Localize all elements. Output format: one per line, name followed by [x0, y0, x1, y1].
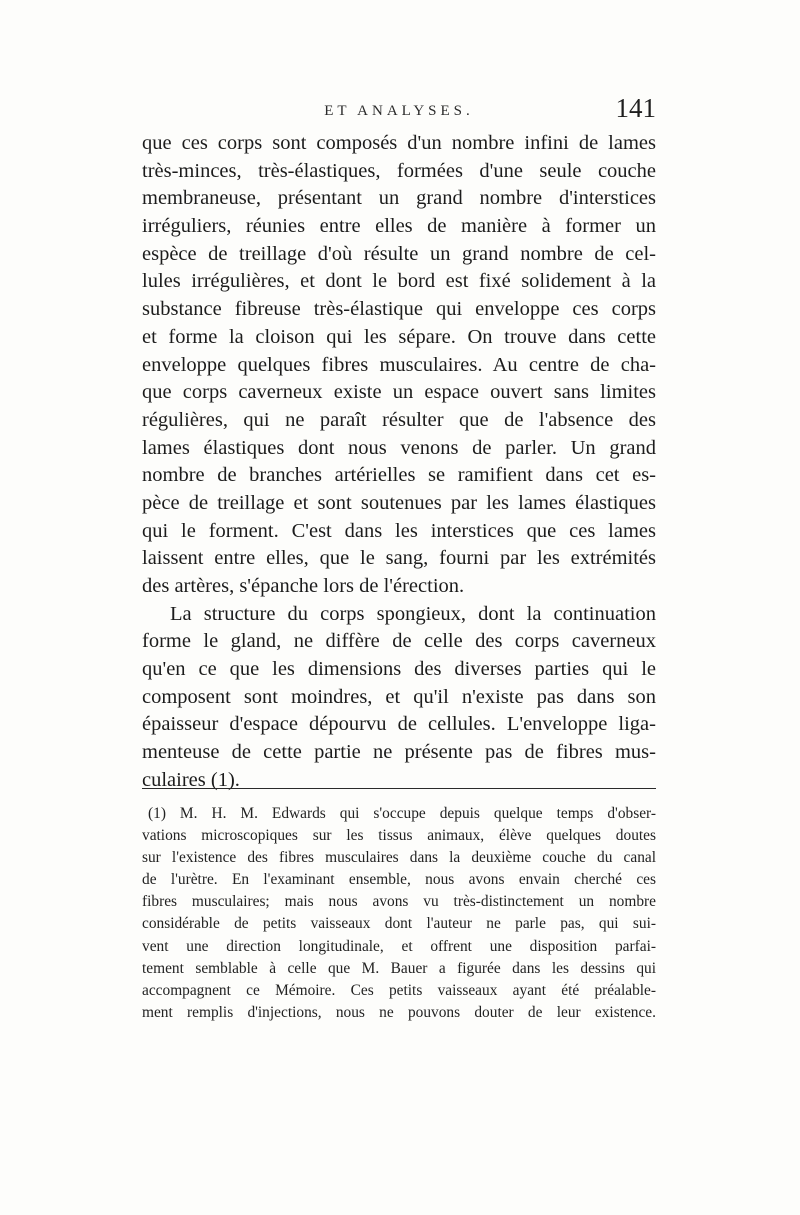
footnote-line: ment remplis d'injections, nous ne pouvons douter de leur existence.: [142, 1003, 656, 1021]
footnote: [142, 803, 656, 1024]
text-line: lules irrégulières, et dont le bord est fixé solidement à la: [142, 270, 656, 293]
text-line: que corps caverneux existe un espace ouvert sans limites: [142, 381, 656, 404]
text-line: menteuse de cette partie ne présente pas de fibres mus-: [142, 741, 656, 764]
text-line: très-minces, très-élastiques, formées d'une seule couche: [142, 159, 656, 182]
text-line: membraneuse, présentant un grand nombre d'interstices: [142, 187, 656, 210]
text-line: et forme la cloison qui les sépare. On trouve dans cette: [142, 325, 656, 348]
running-title: ET ANALYSES.: [324, 103, 474, 119]
text-line: des artères, s'épanche lors de l'érection.: [142, 575, 465, 597]
text-line: espèce de treillage d'où résulte un grand nombre de cel-: [142, 242, 656, 265]
text-line: épaisseur d'espace dépourvu de cellules. L'enveloppe liga-: [142, 713, 656, 736]
text-line: que ces corps sont composés d'un nombre infini de lames: [142, 132, 656, 154]
text-line: forme le gland, ne diffère de celle des corps caverneux: [142, 630, 656, 653]
footnote-rule: [142, 788, 656, 789]
text-line: substance fibreuse très-élastique qui enveloppe ces corps: [142, 298, 656, 321]
text-line: enveloppe quelques fibres musculaires. Au centre de cha-: [142, 353, 656, 376]
main-text: [142, 130, 656, 795]
text-line: qui le forment. C'est dans les interstices que ces lames: [142, 519, 656, 542]
page-number: 141: [615, 93, 656, 123]
text-line: pèce de treillage et sont soutenues par les lames élastiques: [142, 491, 656, 514]
footnote-line: vent une direction longitudinale, et offrent une disposition parfai-: [142, 937, 656, 955]
footnote-line: considérable de petits vaisseaux dont l'auteur ne parle pas, qui sui-: [142, 915, 656, 933]
text-line: irréguliers, réunies entre elles de manière à former un: [142, 215, 656, 238]
text-line: La structure du corps spongieux, dont la continuation: [170, 602, 656, 625]
footnote-line: de l'urètre. En l'examinant ensemble, nous avons envain cherché ces: [142, 871, 656, 889]
text-line: régulières, qui ne paraît résulter que de l'absence des: [142, 408, 656, 431]
footnote-line: (1) M. H. M. Edwards qui s'occupe depuis quelque temps d'obser-: [148, 805, 656, 822]
text-line: culaires (1).: [142, 768, 240, 791]
text-line: qu'en ce que les dimensions des diverses parties qui le: [142, 658, 656, 681]
text-line: laissent entre elles, que le sang, fourni par les extrémités: [142, 547, 656, 570]
footnote-line: tement semblable à celle que M. Bauer a figurée dans les dessins qui: [142, 959, 656, 977]
footnote-line: vations microscopiques sur les tissus animaux, élève quelques doutes: [142, 827, 656, 845]
running-head: [142, 93, 656, 127]
text-line: nombre de branches artérielles se ramifient dans cet es-: [142, 464, 656, 487]
footnote-line: accompagnent ce Mémoire. Ces petits vaisseaux ayant été préalable-: [142, 981, 656, 999]
footnote-line: fibres musculaires; mais nous avons vu très-distinctement un nombre: [142, 893, 656, 911]
text-line: lames élastiques dont nous venons de parler. Un grand: [142, 436, 656, 459]
footnote-line: sur l'existence des fibres musculaires dans la deuxième couche du canal: [142, 849, 656, 867]
text-line: composent sont moindres, et qu'il n'existe pas dans son: [142, 685, 656, 708]
